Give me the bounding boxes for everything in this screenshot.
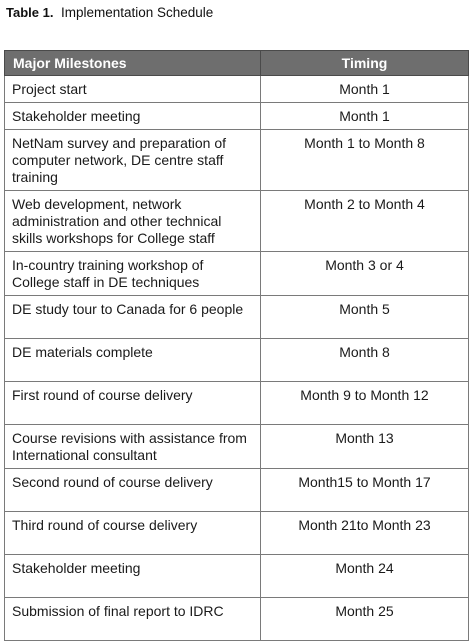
- header-row: [5, 51, 469, 76]
- table-row: [5, 130, 469, 191]
- milestone-cell: DE study tour to Canada for 6 people: [5, 296, 261, 339]
- table-row: [5, 296, 469, 339]
- timing-cell: Month 1: [261, 76, 469, 103]
- timing-cell: Month 13: [261, 425, 469, 469]
- timing-cell: Month 25: [261, 598, 469, 641]
- timing-cell: Month 1 to Month 8: [261, 130, 469, 191]
- timing-cell: Month 9 to Month 12: [261, 382, 469, 425]
- table-row: [5, 598, 469, 641]
- milestone-cell: Course revisions with assistance from International consultant: [5, 425, 261, 469]
- milestone-cell: NetNam survey and preparation of computer network, DE centre staff training: [5, 130, 261, 191]
- table-row: [5, 103, 469, 130]
- table-row: [5, 339, 469, 382]
- timing-cell: Month15 to Month 17: [261, 469, 469, 512]
- milestone-cell: Third round of course delivery: [5, 512, 261, 555]
- table-row: [5, 252, 469, 296]
- table-row: [5, 555, 469, 598]
- milestone-cell: Submission of final report to IDRC: [5, 598, 261, 641]
- milestone-cell: In-country training workshop of College staff in DE techniques: [5, 252, 261, 296]
- timing-cell: Month 1: [261, 103, 469, 130]
- caption-label: Table 1.: [6, 5, 54, 20]
- caption-title: Implementation Schedule: [60, 5, 214, 20]
- timing-cell: Month 8: [261, 339, 469, 382]
- milestone-cell: Web development, network administration and other technical skills workshops for College staff: [5, 191, 261, 252]
- table-row: [5, 191, 469, 252]
- timing-cell: Month 21to Month 23: [261, 512, 469, 555]
- timing-cell: Month 2 to Month 4: [261, 191, 469, 252]
- implementation-schedule-table: [4, 50, 469, 641]
- column-header-timing: Timing: [261, 51, 469, 76]
- table-row: [5, 76, 469, 103]
- table-row: [5, 425, 469, 469]
- milestone-cell: First round of course delivery: [5, 382, 261, 425]
- table-row: [5, 469, 469, 512]
- milestone-cell: DE materials complete: [5, 339, 261, 382]
- table-row: [5, 382, 469, 425]
- milestone-cell: Stakeholder meeting: [5, 103, 261, 130]
- timing-cell: Month 24: [261, 555, 469, 598]
- timing-cell: Month 3 or 4: [261, 252, 469, 296]
- table-caption: [6, 5, 213, 21]
- column-header-milestones: Major Milestones: [5, 51, 261, 76]
- milestone-cell: Second round of course delivery: [5, 469, 261, 512]
- timing-cell: Month 5: [261, 296, 469, 339]
- table-row: [5, 512, 469, 555]
- milestone-cell: Stakeholder meeting: [5, 555, 261, 598]
- milestone-cell: Project start: [5, 76, 261, 103]
